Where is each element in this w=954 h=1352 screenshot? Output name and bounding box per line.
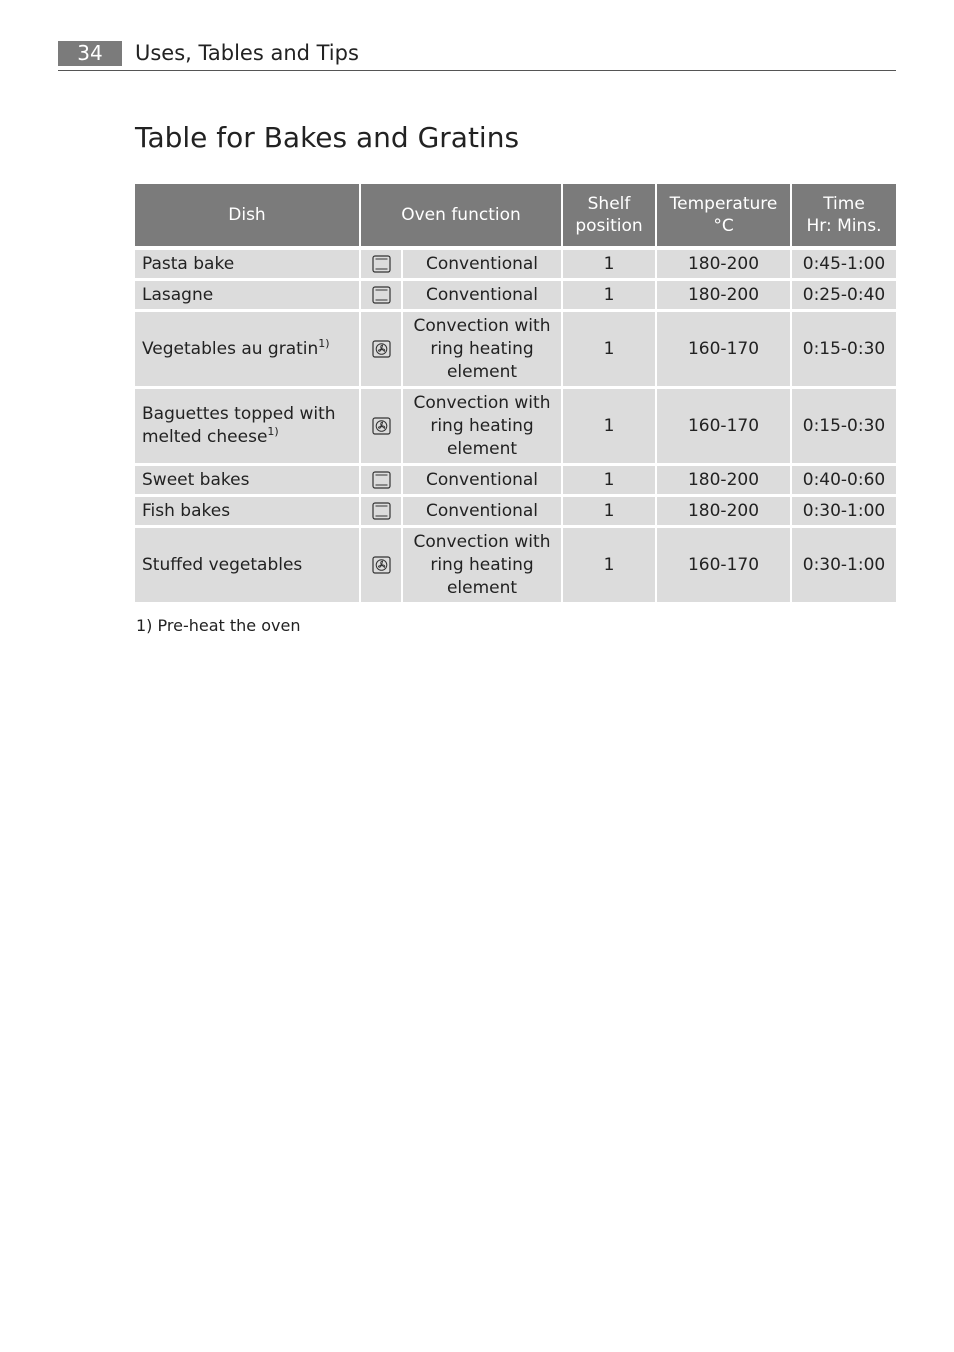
page-number: 34 xyxy=(58,41,122,66)
time-cell: 0:25-0:40 xyxy=(792,281,896,312)
function-icon-cell xyxy=(361,497,403,528)
fan-ring-icon xyxy=(372,556,391,574)
fan-ring-icon xyxy=(372,340,391,358)
fan-ring-icon xyxy=(372,417,391,435)
table-row xyxy=(135,528,896,605)
dish-cell: Pasta bake xyxy=(135,250,361,281)
header-shelf-position xyxy=(563,184,657,250)
dish-cell xyxy=(135,389,361,466)
temperature-cell: 160-170 xyxy=(657,312,792,389)
footnote: 1) Pre-heat the oven xyxy=(136,616,301,635)
header-temp-line2: °C xyxy=(713,216,734,236)
dish-cell: Fish bakes xyxy=(135,497,361,528)
header-temp-line1: Temperature xyxy=(669,194,778,214)
function-icon-cell xyxy=(361,250,403,281)
header-shelf-line2: position xyxy=(575,216,643,236)
table-row xyxy=(135,281,896,312)
temperature-cell: 180-200 xyxy=(657,466,792,497)
time-cell: 0:30-1:00 xyxy=(792,497,896,528)
bakes-table xyxy=(135,184,896,605)
section-title: Uses, Tables and Tips xyxy=(135,41,359,65)
conventional-icon xyxy=(372,255,391,273)
shelf-cell: 1 xyxy=(563,389,657,466)
header-time-line2: Hr: Mins. xyxy=(806,216,882,236)
temperature-cell: 180-200 xyxy=(657,250,792,281)
time-cell: 0:45-1:00 xyxy=(792,250,896,281)
function-cell: Conventional xyxy=(403,281,563,312)
conventional-icon xyxy=(372,286,391,304)
header-shelf-line1: Shelf xyxy=(587,194,631,214)
shelf-cell: 1 xyxy=(563,250,657,281)
function-cell: Convection with ring heating element xyxy=(403,528,563,605)
shelf-cell: 1 xyxy=(563,497,657,528)
header-time xyxy=(792,184,896,250)
temperature-cell: 160-170 xyxy=(657,528,792,605)
conventional-icon xyxy=(372,502,391,520)
header-temperature xyxy=(657,184,792,250)
function-icon-cell xyxy=(361,312,403,389)
temperature-cell: 180-200 xyxy=(657,281,792,312)
page-title: Table for Bakes and Gratins xyxy=(135,121,520,154)
footnote-marker: 1) xyxy=(267,425,279,438)
shelf-cell: 1 xyxy=(563,281,657,312)
time-cell: 0:40-0:60 xyxy=(792,466,896,497)
header-oven-function: Oven function xyxy=(361,184,563,250)
dish-cell xyxy=(135,312,361,389)
function-icon-cell xyxy=(361,528,403,605)
table-row xyxy=(135,312,896,389)
shelf-cell: 1 xyxy=(563,312,657,389)
function-cell: Conventional xyxy=(403,497,563,528)
function-cell: Convection with ring heating element xyxy=(403,312,563,389)
dish-name-line2: melted cheese xyxy=(142,427,268,447)
temperature-cell: 160-170 xyxy=(657,389,792,466)
time-cell: 0:30-1:00 xyxy=(792,528,896,605)
function-icon-cell xyxy=(361,281,403,312)
function-icon-cell xyxy=(361,389,403,466)
time-cell: 0:15-0:30 xyxy=(792,312,896,389)
dish-cell: Lasagne xyxy=(135,281,361,312)
dish-name-line1: Baguettes topped with xyxy=(142,404,336,424)
function-cell: Conventional xyxy=(403,250,563,281)
table-row xyxy=(135,389,896,466)
dish-cell: Sweet bakes xyxy=(135,466,361,497)
header-time-line1: Time xyxy=(823,194,865,214)
table-row xyxy=(135,466,896,497)
shelf-cell: 1 xyxy=(563,528,657,605)
header-dish: Dish xyxy=(135,184,361,250)
table-row xyxy=(135,250,896,281)
function-cell: Conventional xyxy=(403,466,563,497)
dish-name: Vegetables au gratin xyxy=(142,338,319,359)
dish-cell: Stuffed vegetables xyxy=(135,528,361,605)
time-cell: 0:15-0:30 xyxy=(792,389,896,466)
table-header-row xyxy=(135,184,896,250)
table-row xyxy=(135,497,896,528)
temperature-cell: 180-200 xyxy=(657,497,792,528)
shelf-cell: 1 xyxy=(563,466,657,497)
function-cell: Convection with ring heating element xyxy=(403,389,563,466)
page-header xyxy=(58,40,896,71)
conventional-icon xyxy=(372,471,391,489)
function-icon-cell xyxy=(361,466,403,497)
footnote-marker: 1) xyxy=(318,336,330,350)
